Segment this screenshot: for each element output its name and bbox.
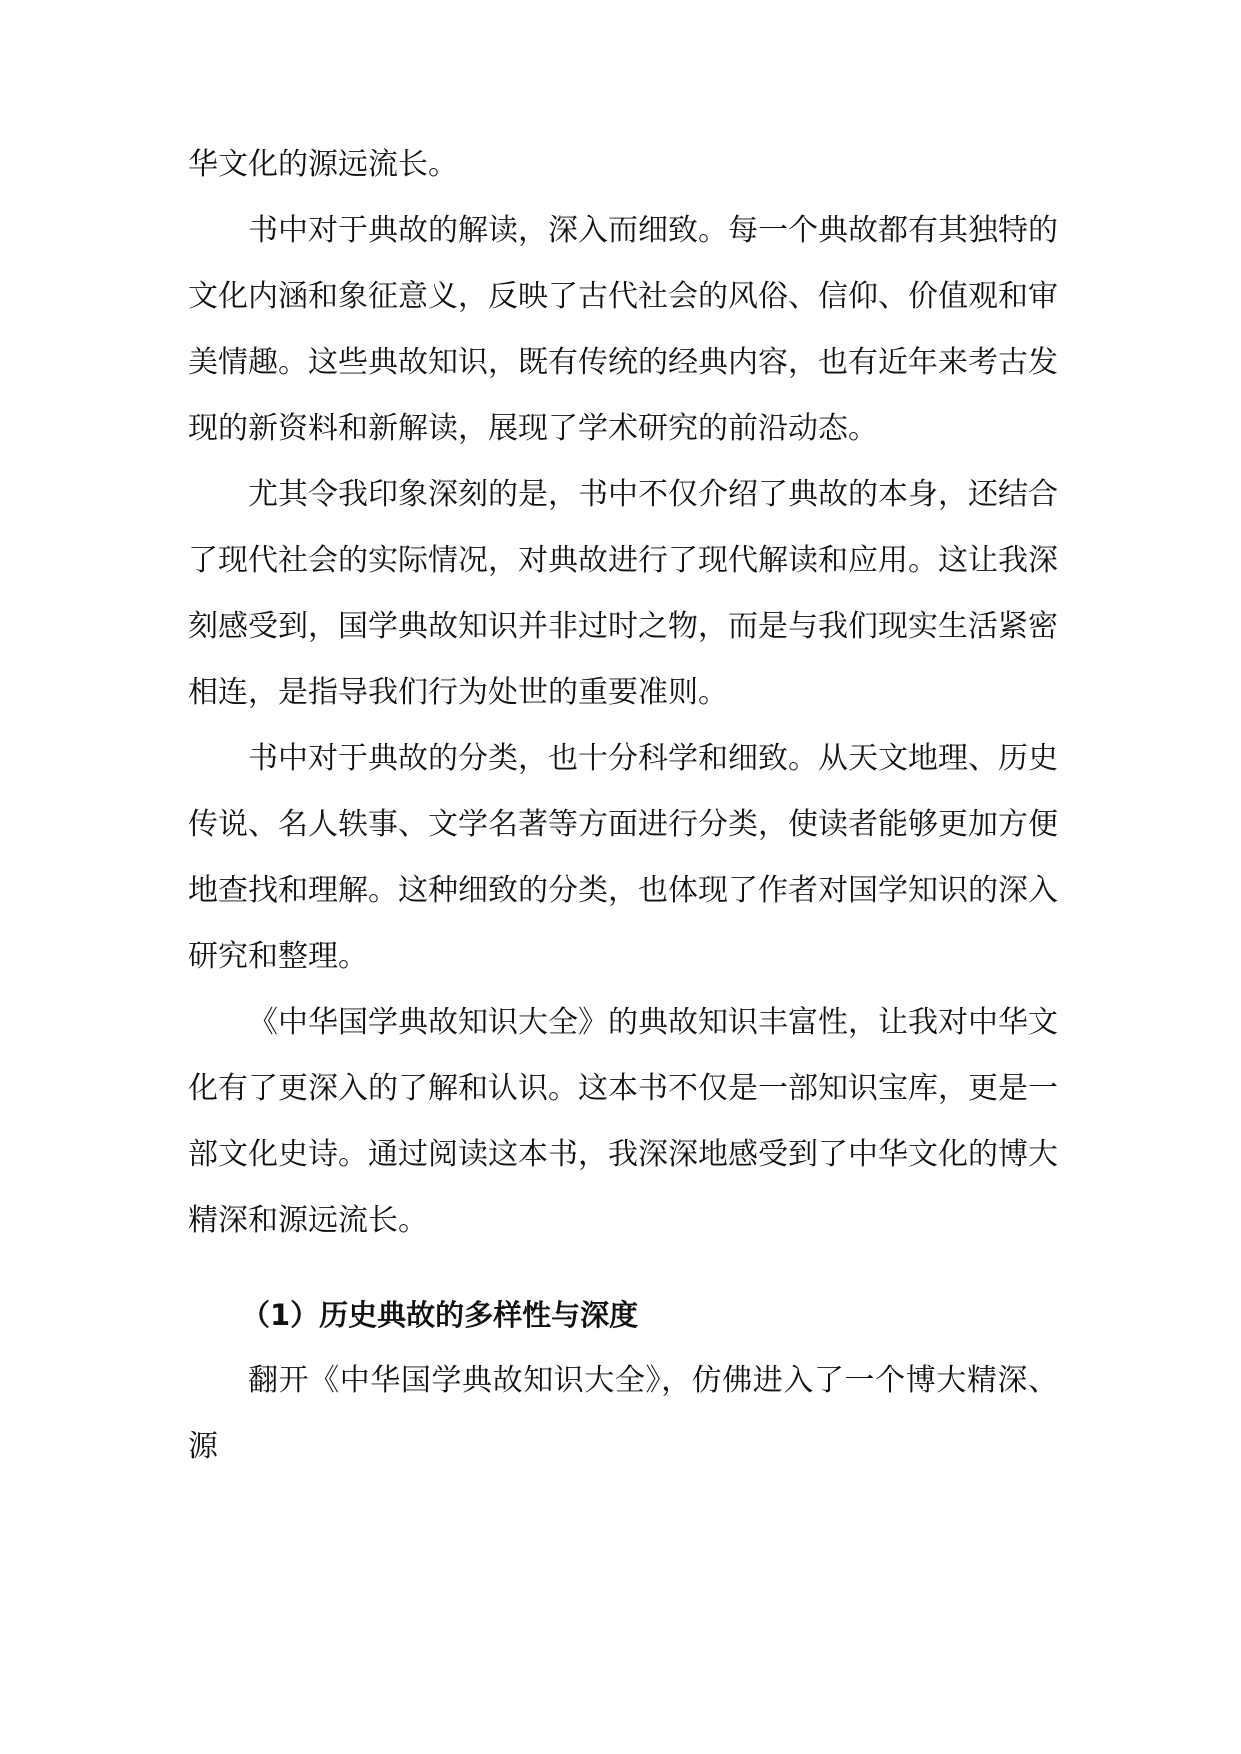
paragraph-allusion-interpretation: 书中对于典故的解读，深入而细致。每一个典故都有其独特的文化内涵和象征意义，反映了古代社会的风俗、信仰、价值观和审美情趣。这些典故知识，既有传统的经典内容，也有近年来考古发现的新资料和新解读，展现了学术研究的前沿动态。 bbox=[188, 213, 1058, 446]
paragraph-modern-application: 尤其令我印象深刻的是，书中不仅介绍了典故的本身，还结合了现代社会的实际情况，对典故进行了现代解读和应用。这让我深刻感受到，国学典故知识并非过时之物，而是与我们现实生活紧密相连，是指导我们行为处世的重要准则。 bbox=[188, 477, 1058, 710]
section-heading: （1）历史典故的多样性与深度 bbox=[241, 1298, 639, 1332]
paragraph-richness: 《中华国学典故知识大全》的典故知识丰富性，让我对中华文化有了更深入的了解和认识。这本书不仅是一部知识宝库，更是一部文化史诗。通过阅读这本书，我深深地感受到了中华文化的博大精深和源远流长。 bbox=[188, 1005, 1058, 1238]
document-body bbox=[188, 132, 1058, 1480]
paragraph-continuation: 华文化的源远流长。 bbox=[188, 147, 458, 182]
paragraph-classification: 书中对于典故的分类，也十分科学和细致。从天文地理、历史传说、名人轶事、文学名著等方面进行分类，使读者能够更加方便地查找和理解。这种细致的分类，也体现了作者对国学知识的深入研究和整理。 bbox=[188, 741, 1058, 974]
paragraph-final: 翻开《中华国学典故知识大全》，仿佛进入了一个博大精深、源 bbox=[188, 1363, 1058, 1464]
